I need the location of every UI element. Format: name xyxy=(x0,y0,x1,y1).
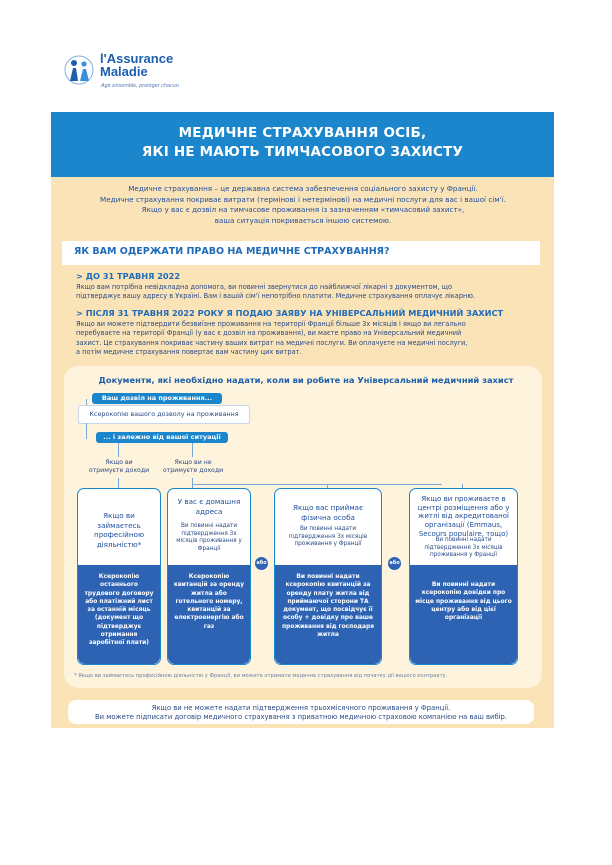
page-title-line1: МЕДИЧНЕ СТРАХУВАННЯ ОСІБ, xyxy=(178,125,427,141)
intro-line: Медичне страхування – це державна система забезпечення соціального захисту у Франції. xyxy=(128,184,478,193)
branch-no-income-label: Якщо ви не отримуєте доходи xyxy=(162,459,224,475)
card-hosted-sub: Ви повинні надати підтвердження 3х місяців проживання у Франції xyxy=(288,526,368,548)
intro-line: Медичне страхування покриває витрати (термінові і нетермінові) на медичні послуги для вас і вашої сім'ї. xyxy=(100,194,506,204)
card-accommodation-centre xyxy=(409,488,518,665)
branch-income-label: Якщо ви отримуєте доходи xyxy=(88,459,150,475)
block1-text xyxy=(76,283,532,302)
logo-tagline: Agir ensemble, protéger chacun xyxy=(101,83,179,89)
card-hosted-title: Якщо вас приймає фізична особа xyxy=(292,503,364,522)
page-title xyxy=(51,124,554,162)
connector-line xyxy=(192,478,193,488)
or-connector: або xyxy=(255,557,268,570)
final-note-line: Ви можете підписати договір медичного страхування з приватною медичною страховою компанією на ваш вибір. xyxy=(94,713,508,721)
or-connector: або xyxy=(388,557,401,570)
logo-name-line2: Maladie xyxy=(100,64,148,79)
intro-line: ваша ситуація покривається іншою системою. xyxy=(214,215,392,225)
card-home-address xyxy=(167,488,251,665)
permit-pill: Ваш дозвіл на проживання... xyxy=(92,393,222,404)
intro-text xyxy=(90,184,516,226)
connector-line xyxy=(118,478,119,488)
card-home-sub: Ви повинні надати підтвердження 3х місяців проживання у Франції xyxy=(176,523,242,552)
card-centre-title: Якщо ви проживаєте в центрі розміщення або у житлі від акредитованої організації (Emmaus, Secours populaire, тощо) xyxy=(417,495,510,538)
card-employed xyxy=(77,488,161,665)
final-note-line: Якщо ви не можете надати підтвердження трьохмісячного проживання у Франції. xyxy=(151,704,451,712)
title-banner xyxy=(51,112,554,177)
card-hosted xyxy=(274,488,382,665)
documents-title: Документи, які необхідно надати, коли ви робите на Універсальний медичний захист xyxy=(98,375,514,385)
block2-line: а потім медичне страхування повертає вам частину цих витрат. xyxy=(76,348,302,357)
connector-line xyxy=(192,484,442,485)
section-heading: ЯК ВАМ ОДЕРЖАТИ ПРАВО НА МЕДИЧНЕ СТРАХУВАННЯ? xyxy=(74,246,390,257)
block2-line: Якщо ви можете підтвердити безвиїзне проживання на території Франції більше 3х місяців і якщо ви легально xyxy=(76,320,466,328)
block1-line: Якщо вам потрібна невідкладна допомога, ви повинні звернутися до найближчої лікарні з документом, що xyxy=(76,283,453,291)
footnote: * Якщо ви займаєтесь професійною діяльністю у Франції, ви можете отримати медичне страхування від початку дії вашого контракту. xyxy=(74,673,448,679)
block2-text xyxy=(76,320,532,358)
block2-line: захист. Це страхування покриває частину ваших витрат на медичні послуги. Ви оплачуєте на медичні послуги, xyxy=(76,338,468,347)
block1-heading: > ДО 31 ТРАВНЯ 2022 xyxy=(76,271,181,281)
intro-line: Якщо у вас є дозвіл на тимчасове проживання із зазначенням «тимчасовий захист», xyxy=(141,205,465,215)
card-home-doc: Ксерокопію квитанцій за оренду житла або готельного номеру, квитанцій за електроенергію або газ xyxy=(168,565,250,664)
block1-line: підтверджує вашу адресу в Україні. Вам і вашій сім'ї непотрібно платити. Медичне страхування оплачує лікарню. xyxy=(76,292,475,301)
card-centre-doc: Ви повинні надати ксерокопію довідки про місце проживання від цього центру або від цієї організації xyxy=(410,565,517,664)
assurance-maladie-logo xyxy=(62,48,242,98)
card-hosted-doc: Ви повинні надати ксерокопію квитанцій за оренду плату житла від приймаючої сторони ТА документ, що посвідчує її особу + довідку про ваше проживання від господаря житла xyxy=(275,565,381,664)
final-note xyxy=(68,704,534,722)
card-home-title: У вас є домашня адреса xyxy=(177,497,241,516)
connector-line xyxy=(192,443,193,457)
connector-line xyxy=(86,423,87,439)
page-title-line2: ЯКІ НЕ МАЮТЬ ТИМЧАСОВОГО ЗАХИСТУ xyxy=(141,144,464,160)
block2-heading: > ПІСЛЯ 31 ТРАВНЯ 2022 РОКУ Я ПОДАЮ ЗАЯВУ НА УНІВЕРСАЛЬНИЙ МЕДИЧНИЙ ЗАХИСТ xyxy=(76,308,504,318)
block2-line: перебуваєте на території Франції (у вас є дозвіл на проживання), ви маєте право на Універсальний медичний xyxy=(76,329,462,338)
permit-copy-box: Ксерокопію вашого дозволу на проживання xyxy=(78,405,250,424)
card-employed-doc: Ксерокопію останнього трудового договору або платіжний лист за останній місяць (документ що підтверджує отримання заробітної плати) xyxy=(78,565,160,664)
final-note-box xyxy=(68,700,534,724)
logo-name-line1: l'Assurance xyxy=(100,51,174,66)
connector-line xyxy=(118,443,119,457)
card-centre-sub: Ви повинні надати підтвердження 3х місяців проживання у Франції xyxy=(424,537,503,559)
logo-figures-icon xyxy=(62,54,96,86)
section-heading-bar xyxy=(62,241,540,265)
situation-pill: ... і залежно від вашої ситуації xyxy=(96,432,228,443)
card-employed-title: Якщо ви займаєтесь професійною діяльністю* xyxy=(94,511,144,549)
